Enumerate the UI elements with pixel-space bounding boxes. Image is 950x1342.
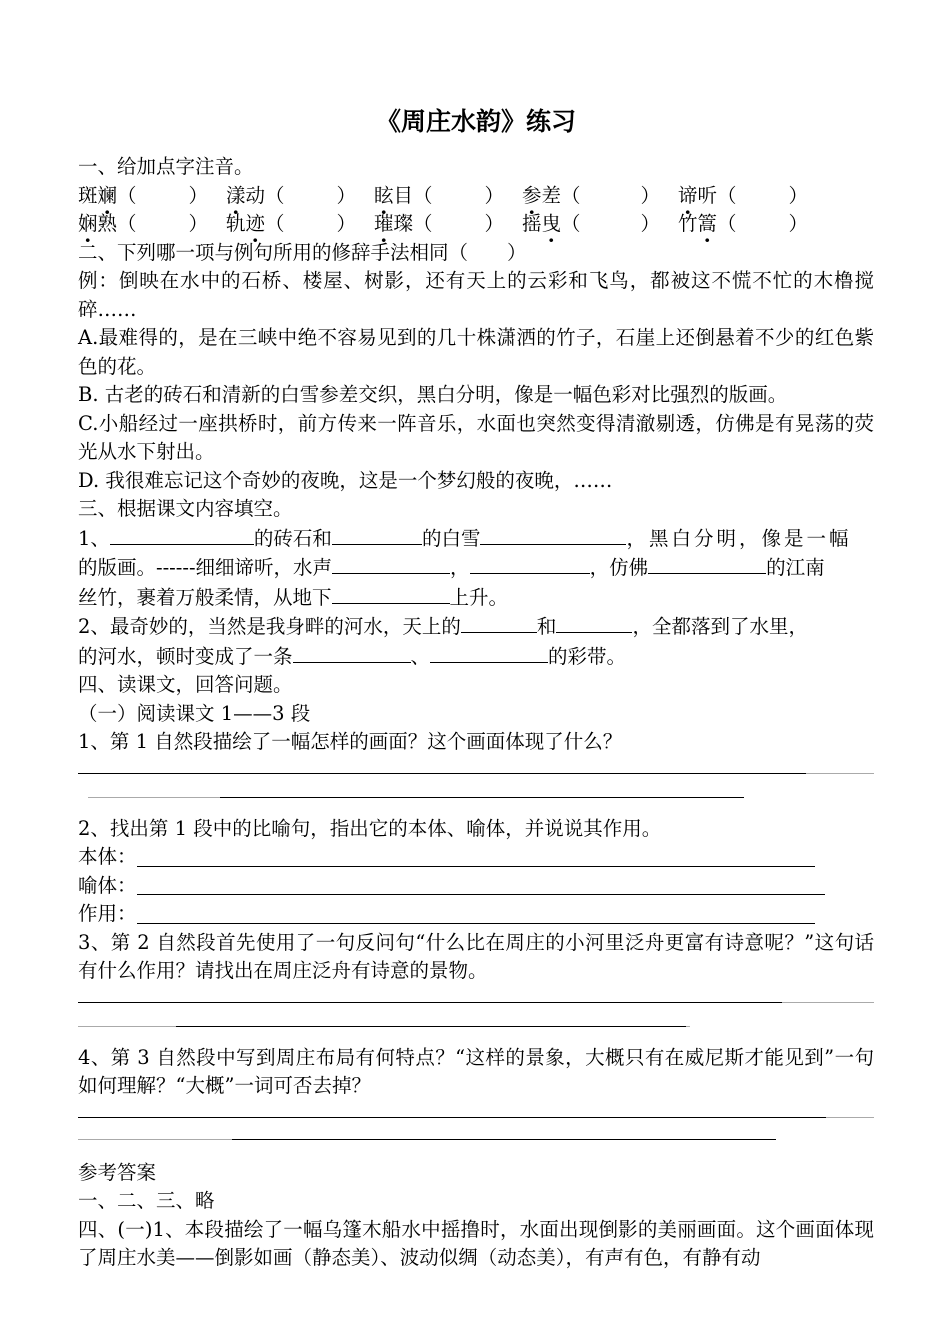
fill-blank[interactable] (556, 612, 632, 633)
question-4: 4、第 3 自然段中写到周庄布局有何特点？“这样的景象，大概只有在威尼斯才能见到”一句如何理解？“大概”一词可否去掉？ (78, 1045, 874, 1097)
fill-blank[interactable] (461, 612, 537, 633)
pinyin-item: 璀璨（ ） (374, 212, 505, 235)
yuti-answer: 喻体： (78, 872, 874, 901)
fill-blank[interactable] (110, 524, 254, 545)
pinyin-item: 斑斓（ ） (78, 183, 209, 207)
fill-blank[interactable] (648, 553, 766, 574)
pinyin-item: 竹篙（ ） (678, 212, 809, 235)
answer-line[interactable] (137, 846, 815, 867)
pinyin-row-2 (78, 210, 874, 239)
option-d: D. 我很难忘记这个奇妙的夜晚，这是一个梦幻般的夜晚，…… (78, 468, 613, 492)
section-1-heading: 一、给加点字注音。 (78, 155, 254, 178)
fill-blank[interactable] (332, 583, 450, 604)
fill-blank[interactable] (332, 524, 422, 545)
fill-q1-line-3: 丝竹，裹着万般柔情，从地下 上升。 (78, 583, 874, 613)
answer-line[interactable] (78, 986, 874, 1016)
answers-line-1: 一、二、三、略 (78, 1189, 215, 1212)
fill-blank[interactable] (430, 642, 548, 663)
section-3-heading: 三、根据课文内容填空。 (78, 497, 293, 520)
worksheet (78, 105, 874, 1273)
example-sentence: 例：倒映在水中的石桥、楼屋、树影，还有天上的云彩和飞鸟，都被这不慌不忙的木橹搅碎…… (78, 269, 874, 321)
zuoyong-answer: 作用： (78, 900, 874, 929)
fill-blank[interactable] (293, 642, 411, 663)
pinyin-item: 娴熟（ ） (78, 212, 209, 235)
fill-q2-line-2: 的河水，顿时变成了一条 、 的彩带。 (78, 642, 874, 672)
fill-blank[interactable] (480, 524, 626, 545)
page-title: 《周庄水韵》练习 (375, 107, 576, 136)
answer-line[interactable] (78, 757, 874, 787)
answer-line[interactable] (78, 1101, 874, 1131)
answers-line-2: 四、(一)1、本段描绘了一幅乌篷木船水中摇撸时，水面出现倒影的美丽画面。这个画面体现了周庄水美——倒影如画（静态美）、波动似绸（动态美），有声有色，有静有动 (78, 1217, 874, 1269)
question-3: 3、第 2 自然段首先使用了一句反问句“什么比在周庄的小河里泛舟更富有诗意呢？”这句话有什么作用？请找出在周庄泛舟有诗意的景物。 (78, 930, 874, 982)
option-a: A.最难得的，是在三峡中绝不容易见到的几十株潇洒的竹子，石崖上还倒悬着不少的红色紫色的花。 (78, 326, 874, 378)
option-b: B. 古老的砖石和清新的白雪参差交织，黑白分明，像是一幅色彩对比强烈的版画。 (78, 383, 788, 406)
benti-answer: 本体： (78, 843, 874, 872)
question-2: 2、找出第 1 段中的比喻句，指出它的本体、喻体，并说说其作用。 (78, 816, 662, 840)
option-c: C.小船经过一座拱桥时，前方传来一阵音乐，水面也突然变得清澈剔透，仿佛是有晃荡的荧光从水下射出。 (78, 411, 874, 463)
answer-line[interactable] (78, 787, 874, 815)
fill-q2-line-1: 2、最奇妙的，当然是我身畔的河水，天上的 和 ，全都落到了水里， (78, 612, 874, 642)
answer-line[interactable] (78, 1131, 874, 1159)
answers-heading: 参考答案 (78, 1160, 157, 1184)
answer-line[interactable] (78, 1016, 874, 1044)
answer-line[interactable] (137, 874, 825, 895)
fill-blank[interactable] (332, 553, 450, 574)
fill-q1-line-2: 的版画。------细细谛听，水声 ， ，仿佛 的江南 (78, 553, 874, 583)
section-4-heading: 四、读课文，回答问题。 (78, 673, 293, 696)
fill-q1-line-1: 1、 的砖石和 的白雪 ，黑白分明，像是一幅 (78, 524, 874, 554)
pinyin-item: 漾动（ ） (226, 183, 357, 207)
pinyin-row-1 (78, 182, 874, 211)
section-4-sub: （一）阅读课文 1——3 段 (78, 701, 311, 725)
question-1: 1、第 1 自然段描绘了一幅怎样的画面？这个画面体现了什么？ (78, 730, 623, 753)
pinyin-item: 轨迹（ ） (226, 212, 357, 235)
fill-blank[interactable] (470, 553, 590, 574)
pinyin-item: 参差（ ） (522, 183, 661, 207)
section-2-heading: 二、下列哪一项与例句所用的修辞手法相同（ ） (78, 240, 527, 264)
pinyin-item: 摇曳（ ） (522, 212, 661, 235)
pinyin-item: 眩目（ ） (374, 183, 505, 207)
answer-line[interactable] (137, 903, 815, 924)
pinyin-item: 谛听（ ） (678, 183, 809, 207)
